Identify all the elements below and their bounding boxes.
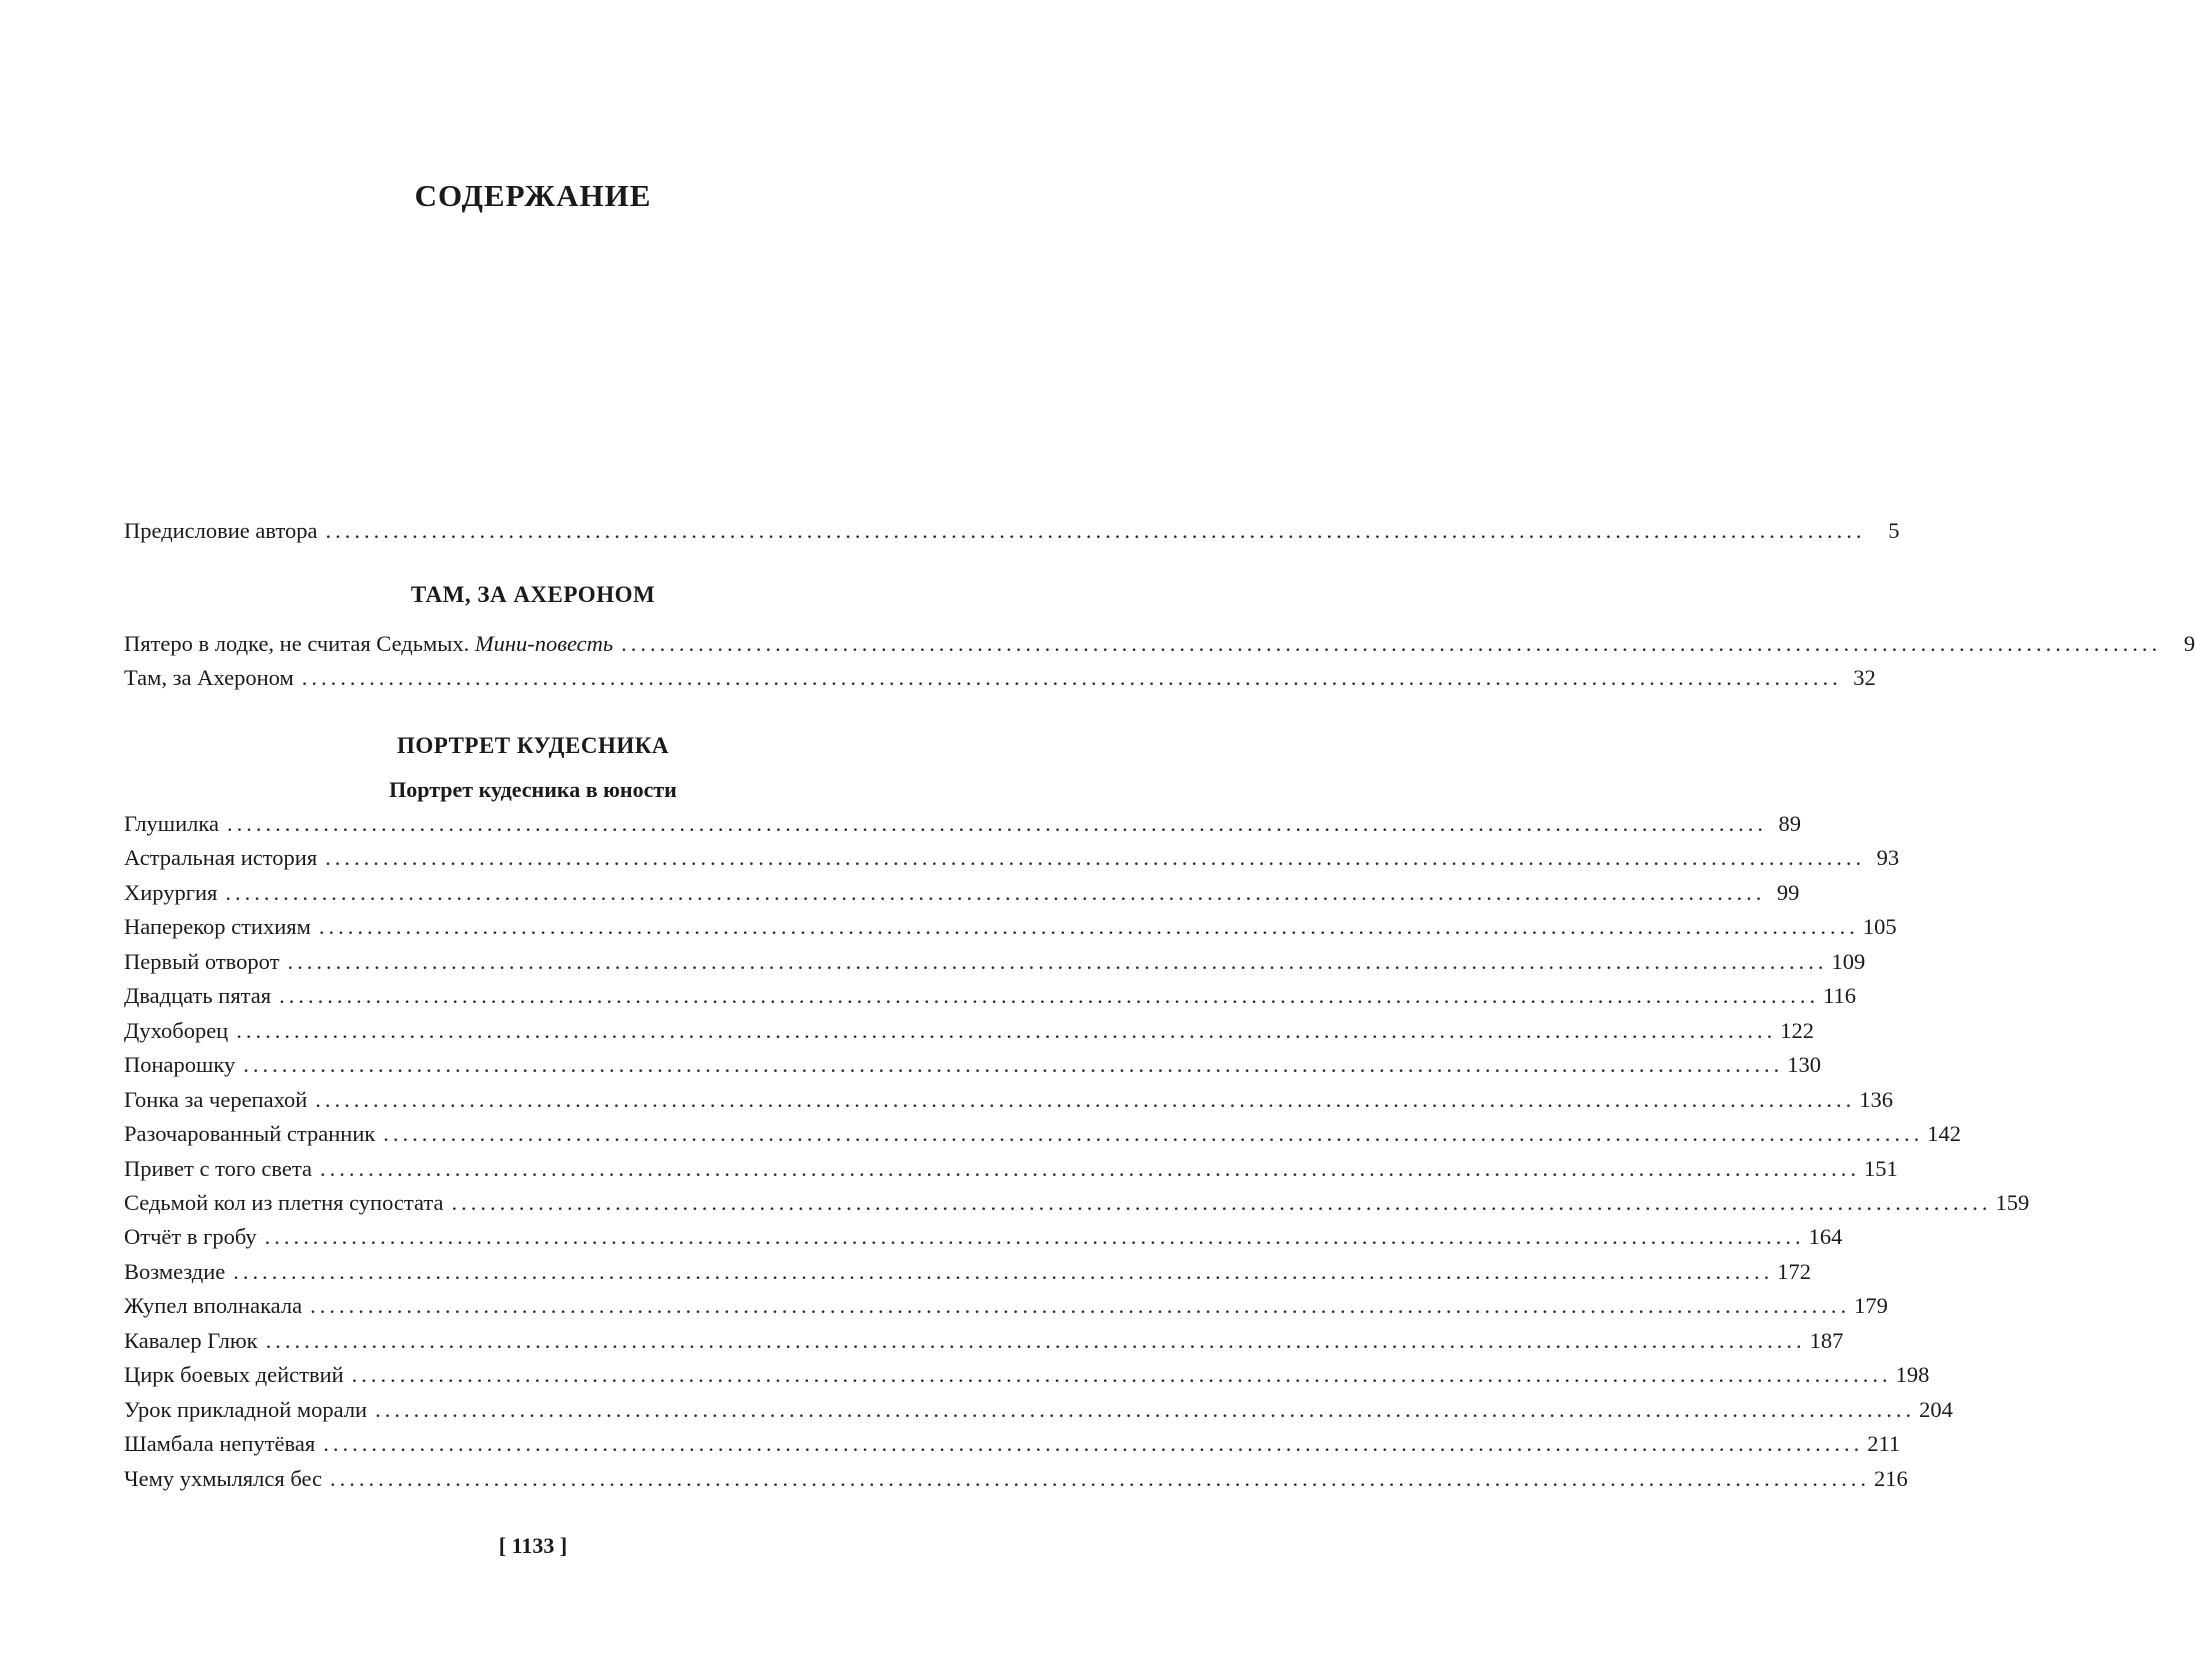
toc-entry (124, 1152, 1898, 1186)
toc-entry-page: 109 (1831, 948, 1866, 974)
toc-entry-title: Кавалер Глюк (124, 1327, 258, 1353)
toc-entry (124, 1014, 1814, 1048)
leader-dots: ................................................................................................................................................................ (318, 914, 1859, 940)
page-number: [ 1133 ] (498, 1533, 568, 1558)
leader-dots: ................................................................................................................................................................ (225, 879, 1766, 905)
toc-entry-title: Чему ухмылялся бес (124, 1465, 323, 1491)
toc-entry (124, 1324, 1844, 1358)
leader-dots: ................................................................................................................................................................ (243, 1052, 1784, 1078)
section-heading: ТАМ, ЗА АХЕРОНОМ (410, 582, 656, 607)
toc-entry (124, 910, 1897, 944)
toc-entry-title: Отчёт в гробу (124, 1224, 257, 1250)
toc-entry-title: Седьмой кол из плетня супостата (124, 1189, 444, 1215)
toc-entry (124, 627, 2195, 661)
toc-entry (124, 1117, 1962, 1151)
toc-entry-subtitle: Мини-повесть (474, 631, 614, 656)
toc-entry-preface (124, 514, 1900, 548)
leader-dots: ................................................................................................................................................................ (451, 1189, 1992, 1215)
toc-entry-page: 130 (1787, 1052, 1821, 1078)
toc-entry-page: 216 (1874, 1465, 1908, 1491)
toc-entry (124, 1255, 1812, 1289)
page-title: СОДЕРЖАНИЕ (414, 178, 652, 213)
toc-entry (124, 1083, 1894, 1117)
toc-entry-title: Хирургия (124, 879, 218, 905)
leader-dots: ................................................................................................................................................................ (265, 1327, 1806, 1353)
leader-dots: ................................................................................................................................................................ (279, 983, 1820, 1009)
toc-entry (124, 1048, 1821, 1082)
toc-entry-title: Астральная история (124, 845, 318, 871)
leader-dots: ................................................................................................................................................................ (236, 1017, 1777, 1043)
leader-dots: ................................................................................................................................................................ (325, 518, 1866, 543)
toc-entry-page: 89 (1778, 811, 1801, 836)
leader-dots: ................................................................................................................................................................ (323, 1431, 1864, 1457)
toc-entry-title: Наперекор стихиям (124, 914, 311, 940)
toc-entry (124, 1289, 1888, 1323)
toc-entry-title: Предисловие автора (124, 518, 318, 543)
leader-dots: ................................................................................................................................................................ (233, 1258, 1774, 1284)
toc-entry-title: Глушилка (124, 811, 219, 836)
toc-entry-page: 5 (1888, 518, 1900, 543)
leader-dots: ................................................................................................................................................................ (351, 1362, 1892, 1388)
toc-entry-title: Первый отворот (124, 948, 280, 974)
toc-entry-title: Цирк боевых действий (124, 1362, 344, 1388)
section-heading: ПОРТРЕТ КУДЕСНИКА (396, 733, 670, 758)
toc-entry (124, 876, 1800, 910)
leader-dots: ................................................................................................................................................................ (315, 1086, 1856, 1112)
toc-entry-title: Духоборец (124, 1017, 229, 1043)
toc-entry-page: 159 (1995, 1189, 2030, 1215)
toc-entry (124, 979, 1857, 1013)
toc-entry (124, 661, 1876, 695)
toc-entry-page: 179 (1854, 1293, 1888, 1319)
toc-entry-page: 204 (1919, 1396, 1953, 1422)
toc-entry-title: Жупел вполнакала (124, 1293, 303, 1319)
toc-entry (124, 1186, 2030, 1220)
subsection-heading: Портрет кудесника в юности (389, 777, 677, 802)
toc-entry-title: Пятеро в лодке, не считая Седьмых. Мини-повесть (124, 631, 614, 656)
toc-entry-title: Урок прикладной морали (124, 1396, 368, 1422)
toc-entry (124, 945, 1866, 979)
leader-dots: ................................................................................................................................................................ (287, 948, 1828, 974)
toc-entry-title: Понарошку (124, 1052, 236, 1078)
toc-entry-page: 9 (2183, 631, 2195, 656)
toc-entry (124, 807, 1801, 841)
leader-dots: ................................................................................................................................................................ (301, 665, 1842, 690)
toc-entry (124, 1462, 1908, 1496)
toc-entry-title: Гонка за черепахой (124, 1086, 308, 1112)
leader-dots: ................................................................................................................................................................ (375, 1396, 1916, 1422)
toc-entry (124, 1427, 1901, 1461)
leader-dots: ................................................................................................................................................................ (325, 845, 1866, 871)
toc-entry-title: Там, за Ахероном (124, 665, 294, 690)
toc-entry-page: 93 (1876, 845, 1900, 871)
toc-entry-title: Шамбала непутёвая (124, 1431, 316, 1457)
toc-entry-page: 198 (1895, 1362, 1930, 1388)
toc-entry-title: Двадцать пятая (124, 983, 272, 1009)
toc-entry-page: 136 (1859, 1086, 1894, 1112)
toc-entry-title: Привет с того света (124, 1155, 312, 1181)
toc-entry (124, 1220, 1843, 1254)
toc-entry-title: Возмездие (124, 1258, 226, 1284)
toc-entry-page: 122 (1780, 1017, 1814, 1043)
toc-entry-page: 99 (1776, 879, 1800, 905)
toc-entry-page: 105 (1862, 914, 1897, 940)
leader-dots: ................................................................................................................................................................ (330, 1465, 1871, 1491)
toc-entry-page: 187 (1809, 1327, 1844, 1353)
leader-dots: ................................................................................................................................................................ (310, 1293, 1851, 1319)
toc-entry-page: 116 (1823, 983, 1857, 1009)
leader-dots: ................................................................................................................................................................ (319, 1155, 1860, 1181)
leader-dots: ................................................................................................................................................................ (226, 811, 1767, 836)
leader-dots: ................................................................................................................................................................ (264, 1224, 1805, 1250)
toc-entry-title: Разочарованный странник (124, 1121, 376, 1147)
toc-entry-page: 151 (1863, 1155, 1898, 1181)
toc-entry-page: 142 (1927, 1121, 1962, 1147)
leader-dots: ................................................................................................................................................................ (383, 1121, 1924, 1147)
toc-entry (124, 841, 1900, 875)
leader-dots: ................................................................................................................................................................ (621, 631, 2162, 656)
toc-entry (124, 1358, 1930, 1392)
toc-entry-page: 211 (1867, 1431, 1901, 1457)
toc-entry (124, 1393, 1953, 1427)
toc-entry-page: 172 (1777, 1258, 1812, 1284)
toc-entry-page: 32 (1853, 665, 1876, 690)
toc-entry-page: 164 (1808, 1224, 1843, 1250)
